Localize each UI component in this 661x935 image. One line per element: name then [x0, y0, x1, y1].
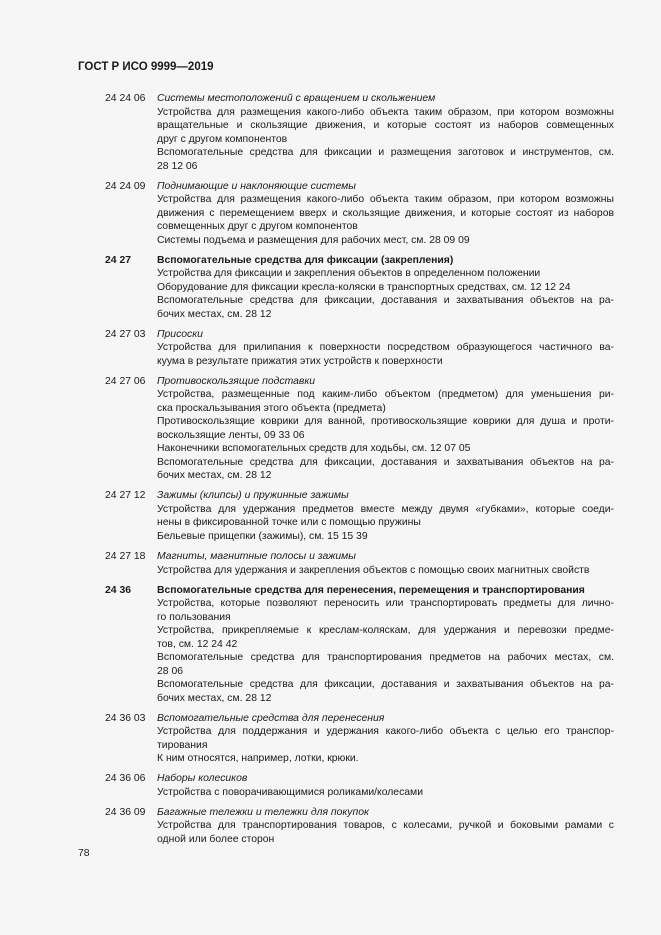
description-line: Вспомогательные средства для фиксации и размещения заготовок и инструментов, см. — [157, 147, 614, 158]
description-line: Устройства для размещения какого-либо объекта таким образом, при котором возможны — [157, 106, 614, 118]
subsection-entry — [105, 772, 614, 799]
entry-heading — [105, 712, 614, 726]
description-line: движения с перемещением вверх и скользящие движения, и которые состоят из наборов — [157, 207, 614, 219]
description-line: Устройства для размещения какого-либо объекта таким образом, при котором возможны — [157, 194, 614, 206]
entry-description — [157, 564, 614, 578]
entry-description — [157, 786, 614, 800]
subsection-entry — [105, 328, 614, 369]
entry-description — [157, 503, 614, 544]
description-line: ска проскальзывания этого объекта (предмета) — [157, 402, 386, 414]
description-line: тов, см. 12 24 42 — [157, 638, 238, 650]
entry-title: Присоски — [157, 328, 203, 340]
description-line: Устройства для транспортирования товаров, с колесами, ручкой и боковыми рамами с — [157, 820, 614, 832]
entry-title: Багажные тележки и тележки для покупок — [157, 806, 369, 818]
entry-description — [157, 193, 614, 247]
subsection-entry — [105, 806, 614, 847]
description-line: Вспомогательные средства для фиксации, доставания и захватывания объектов на ра- — [157, 456, 614, 468]
description-line: вращательные и скользящие движения, и которые состоят из наборов совмещенных — [157, 120, 614, 131]
description-line: го пользования — [157, 611, 231, 623]
description-line: Противоскользящие коврики для ванной, противоскользящие коврики для душа и проти- — [157, 416, 614, 428]
description-line: Устройства, которые позволяют переносить или транспортировать предметы для лично- — [157, 598, 614, 610]
description-line: Системы подъема и размещения для рабочих мест, см. 28 09 09 — [157, 234, 470, 246]
description-line: Устройства для поддержания и удержания какого-либо объекта с целью его транспор- — [157, 726, 614, 738]
entry-code: 24 36 06 — [105, 773, 146, 785]
subsection-entry — [105, 712, 614, 766]
description-line: Оборудование для фиксации кресла-коляски в транспортных средствах, см. 12 12 24 — [157, 281, 571, 293]
description-line: друг с другом компонентов — [157, 133, 288, 145]
description-line: воскользящие ленты, 09 33 06 — [157, 429, 305, 441]
document-header: ГОСТ Р ИСО 9999—2019 — [78, 61, 214, 73]
entry-code: 24 27 — [105, 254, 132, 266]
entry-title: Вспомогательные средства для перенесения, перемещения и транспортирования — [157, 584, 585, 596]
classification-list — [105, 92, 614, 853]
entry-code: 24 27 03 — [105, 328, 146, 340]
description-line: совмещенных друг с другом компонентов — [157, 221, 358, 233]
entry-title: Магниты, магнитные полосы и зажимы — [157, 551, 356, 563]
description-line: Вспомогательные средства для фиксации, доставания и захватывания объектов на ра- — [157, 679, 614, 691]
description-line: Устройства, размещенные под каким-либо объектом (предметом) для уменьшения ри- — [157, 389, 614, 401]
entry-heading — [105, 375, 614, 389]
entry-description — [157, 267, 614, 321]
description-line: бочих местах, см. 28 12 — [157, 692, 272, 704]
entry-heading — [105, 584, 614, 598]
description-line: 28 12 06 — [157, 160, 198, 172]
entry-title: Поднимающие и наклоняющие системы — [157, 180, 356, 192]
subsection-entry — [105, 550, 614, 577]
entry-heading — [105, 489, 614, 503]
entry-title: Вспомогательные средства для фиксации (закрепления) — [157, 254, 454, 266]
section-entry — [105, 584, 614, 706]
entry-description — [157, 597, 614, 705]
entry-title: Системы местоположений с вращением и скольжением — [157, 93, 436, 104]
entry-description — [157, 819, 614, 846]
description-line: Бельевые прищепки (зажимы), см. 15 15 39 — [157, 530, 368, 542]
entry-description — [157, 388, 614, 483]
entry-code: 24 24 09 — [105, 180, 146, 192]
entry-heading — [105, 254, 614, 268]
entry-code: 24 36 03 — [105, 712, 146, 724]
description-line: тирования — [157, 739, 208, 751]
description-line: Устройства, прикрепляемые к креслам-коляскам, для удержания и перевозки предме- — [157, 625, 614, 637]
subsection-entry — [105, 489, 614, 543]
description-line: бочих местах, см. 28 12 — [157, 308, 272, 320]
entry-heading — [105, 806, 614, 820]
description-line: 28 06 — [157, 665, 184, 677]
description-line: нены в фиксированной точке или с помощью пружины — [157, 517, 421, 529]
subsection-entry — [105, 375, 614, 483]
entry-heading — [105, 328, 614, 342]
entry-description — [157, 106, 614, 174]
entry-heading — [105, 92, 614, 106]
entry-code: 24 36 09 — [105, 806, 146, 818]
entry-heading — [105, 772, 614, 786]
entry-description — [157, 725, 614, 766]
entry-description — [157, 341, 614, 368]
page-number: 78 — [78, 848, 90, 859]
entry-code: 24 36 — [105, 584, 132, 596]
entry-code: 24 27 12 — [105, 490, 146, 502]
entry-heading — [105, 550, 614, 564]
description-line: Устройства для удержания предметов вместе между двумя «губками», которые соеди- — [157, 503, 614, 515]
entry-code: 24 24 06 — [105, 93, 146, 104]
subsection-entry — [105, 92, 614, 173]
entry-code: 24 27 06 — [105, 375, 146, 387]
entry-code: 24 27 18 — [105, 551, 146, 563]
description-line: К ним относятся, например, лотки, крюки. — [157, 753, 359, 765]
description-line: Вспомогательные средства для фиксации, доставания и захватывания объектов на ра- — [157, 295, 614, 307]
description-line: Устройства для удержания и закрепления объектов с помощью своих магнитных свойств — [157, 564, 590, 576]
description-line: Устройства для прилипания к поверхности посредством образующегося частичного ва- — [157, 342, 614, 354]
description-line: куума в результате прижатия этих устройств к поверхности — [157, 355, 443, 367]
entry-heading — [105, 180, 614, 194]
description-line: Вспомогательные средства для транспортирования предметов на рабочих местах, см. — [157, 652, 614, 664]
description-line: бочих местах, см. 28 12 — [157, 470, 272, 482]
description-line: Устройства с поворачивающимися роликами/колесами — [157, 786, 424, 798]
section-entry — [105, 254, 614, 322]
description-line: Устройства для фиксации и закрепления объектов в определенном положении — [157, 268, 541, 280]
subsection-entry — [105, 180, 614, 248]
entry-title: Зажимы (клипсы) и пружинные зажимы — [157, 490, 349, 502]
description-line: одной или более сторон — [157, 833, 275, 845]
entry-title: Вспомогательные средства для перенесения — [157, 712, 385, 724]
entry-title: Противоскользящие подставки — [157, 375, 316, 387]
description-line: Наконечники вспомогательных средств для ходьбы, см. 12 07 05 — [157, 443, 471, 455]
entry-title: Наборы колесиков — [157, 773, 248, 785]
